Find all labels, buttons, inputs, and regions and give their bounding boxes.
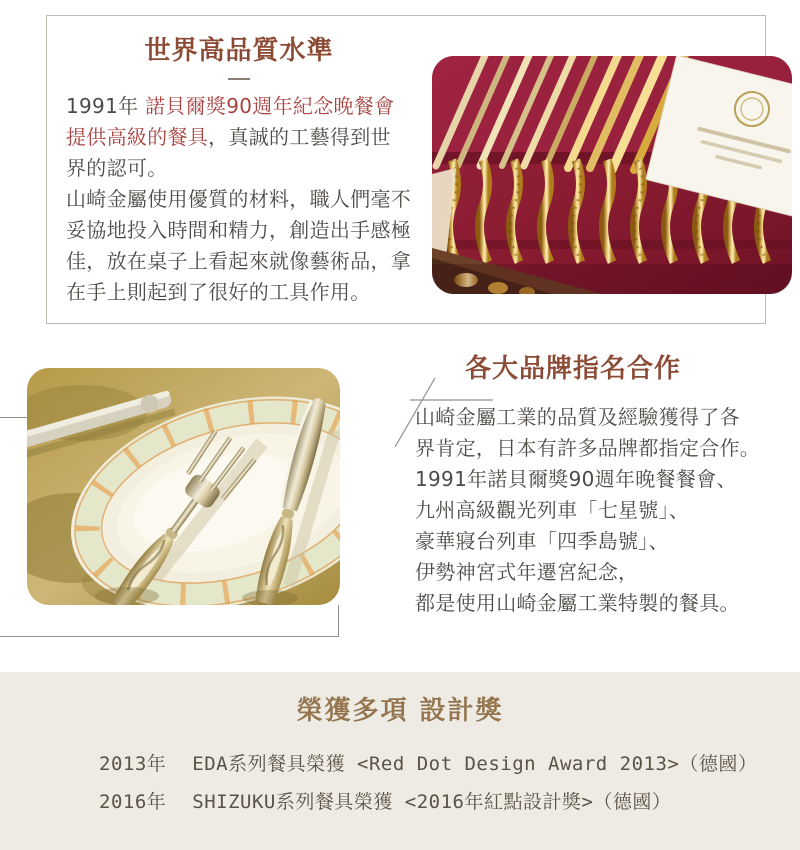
text-line: 提供高級的餐具，真誠的工藝得到世 [66, 125, 391, 149]
partners-paragraph [415, 402, 761, 619]
award-year: 2016年 [99, 791, 167, 813]
quality-title: 世界高品質水準 [144, 36, 334, 66]
text-line: 九州高級觀光列車「七星號」、 [415, 498, 690, 522]
award-year: 2013年 [99, 753, 167, 775]
quality-text-block [66, 38, 412, 308]
decor-line-bottom [0, 636, 339, 637]
award-text: SHIZUKU系列餐具榮獲 <2016年紅點設計獎>（德國） [192, 791, 672, 813]
text-line: 都是使用山崎金屬工業特製的餐具。 [415, 591, 740, 615]
title-divider [228, 78, 250, 80]
text-line: 界的認可。 [66, 156, 168, 180]
quality-paragraph [66, 91, 412, 308]
plate-cutlery-photo [27, 368, 340, 605]
text-line: 1991年諾貝爾獎90週年晚餐餐會、 [415, 467, 737, 491]
text-line: 在手上則起到了很好的工具作用。 [66, 280, 371, 304]
text-line: 山崎金屬使用優質的材料，職人們毫不 [66, 187, 412, 211]
text-line: 山崎金屬工業的品質及經驗獲得了各 [415, 405, 740, 429]
award-row-2013 [99, 752, 800, 776]
awards-section [0, 672, 800, 850]
text-line: 佳，放在桌子上看起來就像藝術品，拿 [66, 249, 412, 273]
decor-line-corner [338, 605, 339, 637]
text-line: 1991年 諾貝爾獎90週年紀念晚餐會 [66, 94, 395, 118]
award-row-2016 [99, 790, 800, 814]
text-line: 妥協地投入時間和精力，創造出手感極 [66, 218, 412, 242]
text-line: 伊勢神宮式年遷宮紀念， [415, 560, 639, 584]
decor-line-left [0, 417, 27, 418]
award-list [99, 752, 800, 814]
text-line: 豪華寢台列車「四季島號」、 [415, 529, 669, 553]
partners-text-block [415, 356, 761, 619]
gold-cutlery-illustration [432, 56, 792, 294]
awards-title: 榮獲多項 設計獎 [296, 696, 504, 726]
plate-illustration [27, 368, 340, 605]
text-line: 界肯定，日本有許多品牌都指定合作。 [415, 436, 761, 460]
gold-cutlery-photo [432, 56, 792, 294]
award-text: EDA系列餐具榮獲 <Red Dot Design Award 2013>（德國） [192, 753, 758, 775]
partners-title: 各大品牌指名合作 [464, 354, 681, 384]
